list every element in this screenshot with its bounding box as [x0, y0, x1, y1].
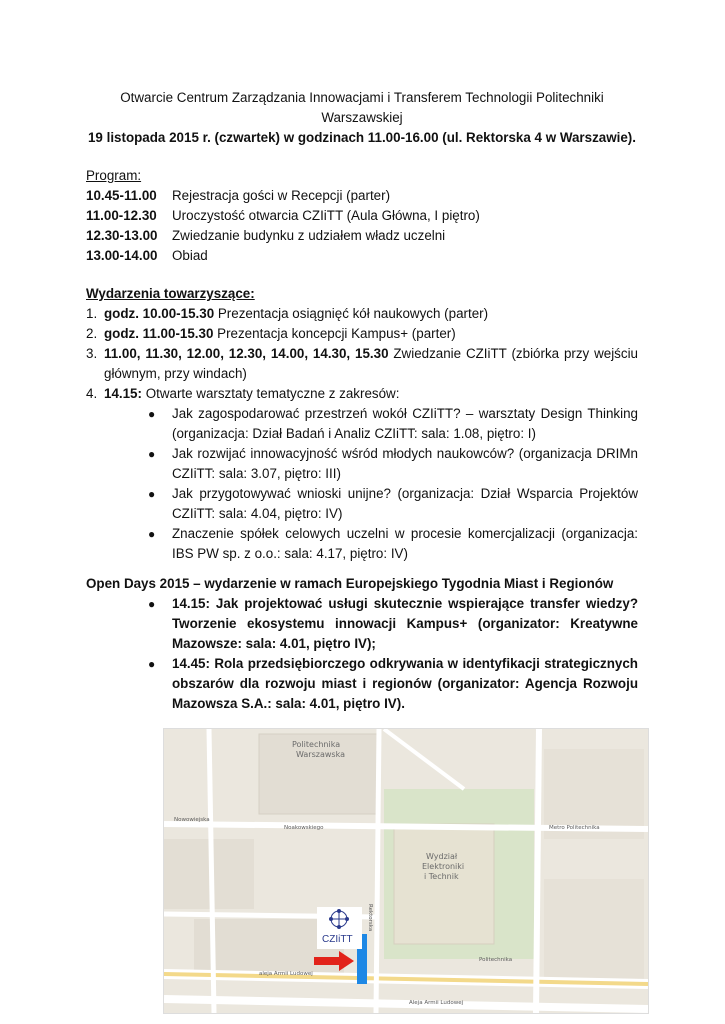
- workshop-item: Jak rozwijać innowacyjność wśród młodych naukowców? (organizacja DRIMn CZIiTT: sala: 3.07, piętro: III): [172, 446, 638, 481]
- map-label: Politechnika: [292, 740, 341, 749]
- program-item: [86, 186, 390, 206]
- event-text: Prezentacja koncepcji Kampus+ (parter): [213, 326, 456, 341]
- program-text: Rejestracja gości w Recepcji (parter): [172, 188, 391, 203]
- map-label: Elektroniki: [422, 862, 465, 871]
- event-text: Otwarte warsztaty tematyczne z zakresów:: [141, 386, 400, 401]
- list-number: 1.: [86, 306, 98, 321]
- map-label: i Technik: [424, 872, 459, 881]
- program-item: [86, 206, 480, 226]
- open-days-item: 14.45: Rola przedsiębiorczego odkrywania w identyfikacji strategicznych obszarów dla rozwoju miast i regionów (organizator: Agencja Rozwoju Mazowsza S.A.: sala: 4.01, piętro IV).: [172, 656, 638, 711]
- program-text: Zwiedzanie budynku z udziałem władz uczelni: [172, 228, 446, 243]
- workshop-item: Jak przygotowywać wnioski unijne? (organizacja: Dział Wsparcia Projektów CZIiTT: sala: 4.04, piętro: IV): [172, 486, 638, 521]
- list-number: 3.: [86, 346, 98, 361]
- map-label: Rektorska: [367, 904, 373, 932]
- map-label: Nowowiejska: [174, 817, 210, 823]
- program-item: [86, 246, 208, 266]
- location-map: [163, 728, 649, 1014]
- side-events-heading: Wydarzenia towarzyszące:: [86, 286, 255, 301]
- map-label: Warszawska: [296, 750, 345, 759]
- workshop-item: Jak zagospodarować przestrzeń wokół CZIiTT? – warsztaty Design Thinking (organizacja: Dział Badań i Analiz CZIiTT: sala: 1.08, piętro: I): [172, 406, 638, 441]
- list-number: 2.: [86, 326, 98, 341]
- program-heading: Program:: [86, 168, 142, 183]
- bullet-icon: ●: [148, 527, 156, 541]
- workshop-item: Znaczenie spółek celowych uczelni w procesie komercjalizacji (organizacja: IBS PW sp. z o.o.: sala: 4.17, piętro: IV): [172, 526, 638, 561]
- program-time: 12.30-13.00: [86, 228, 158, 243]
- open-days-item: 14.15: Jak projektować usługi skutecznie wspierające transfer wiedzy? Tworzenie ekosystemu innowacji Kampus+ (organizator: Kreatywne Mazowsze: sala: 4.01, piętro IV);: [172, 596, 638, 651]
- event-text: Zwiedzanie CZIiTT (zbiórka przy wejściu głównym, przy windach): [104, 346, 638, 381]
- map-label: Wydział: [426, 852, 458, 861]
- date-line: 19 listopada 2015 r. (czwartek) w godzinach 11.00-16.00 (ul. Rektorska 4 w Warszawie).: [87, 130, 636, 145]
- bullet-icon: ●: [148, 597, 156, 611]
- program-text: Uroczystość otwarcia CZIiTT (Aula Główna, I piętro): [172, 208, 480, 223]
- map-label: Aleja Armii Ludowej: [409, 1000, 464, 1006]
- program-time: 13.00-14.00: [86, 248, 158, 263]
- list-number: 4.: [86, 386, 98, 401]
- event-time: 11.00, 11.30, 12.00, 12.30, 14.00, 14.30, 15.30: [104, 346, 389, 361]
- map-graphic: [164, 729, 648, 1013]
- event-time: godz. 11.00-15.30: [104, 326, 214, 341]
- list-item: [104, 304, 638, 324]
- program-text: Obiad: [172, 248, 208, 263]
- program-time: 11.00-12.30: [86, 208, 157, 223]
- map-label: Politechnika: [479, 957, 513, 963]
- map-label: aleja Armii Ludowej: [259, 971, 313, 977]
- title-line-1: Otwarcie Centrum Zarządzania Innowacjami i Transferem Technologii Politechniki: [120, 90, 604, 105]
- list-item: [104, 384, 638, 404]
- list-item: [104, 344, 638, 384]
- map-label: Metro Politechnika: [549, 825, 600, 831]
- title-line-2: Warszawskiej: [321, 110, 403, 125]
- map-label: Noakowskiego: [284, 825, 324, 831]
- event-text: Prezentacja osiągnięć kół naukowych (parter): [214, 306, 489, 321]
- bullet-icon: ●: [148, 657, 156, 671]
- czitt-logo-text: CZIiTT: [322, 934, 353, 945]
- open-days-heading: Open Days 2015 – wydarzenie w ramach Europejskiego Tygodnia Miast i Regionów: [86, 576, 614, 591]
- bullet-icon: ●: [148, 447, 156, 461]
- program-item: [86, 226, 445, 246]
- program-time: 10.45-11.00: [86, 188, 157, 203]
- list-item: [104, 324, 638, 344]
- event-time: 14.15:: [104, 386, 142, 401]
- event-time: godz. 10.00-15.30: [104, 306, 215, 321]
- bullet-icon: ●: [148, 487, 156, 501]
- bullet-icon: ●: [148, 407, 156, 421]
